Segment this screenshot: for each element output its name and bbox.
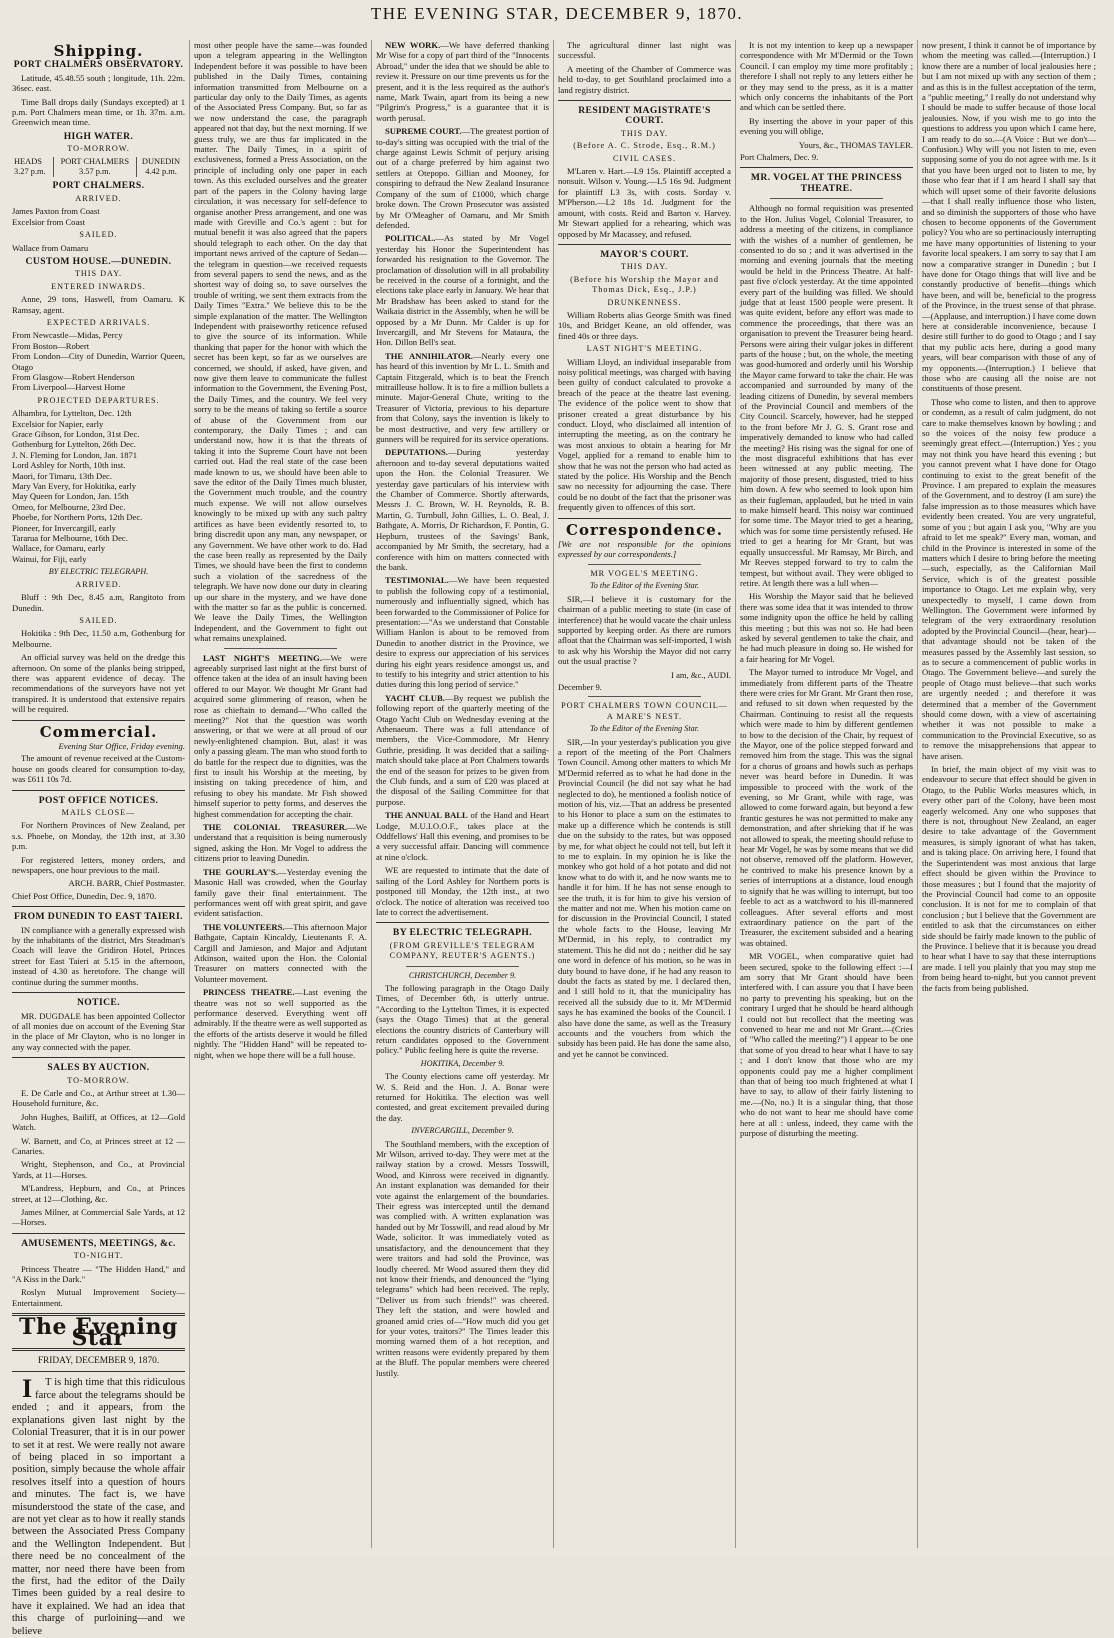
correspondence-disclaimer: [We are not responsible for the opinions expressed by our correspondents.] [558, 539, 731, 560]
telegraph-sailed-label: SAILED. [79, 615, 118, 625]
auction-tomorrow: TO-MORROW. [67, 1075, 130, 1085]
tide-time-port: 3.57 p.m. [53, 167, 136, 177]
vogel-speech-continued: now present, I think it cannot be of importance by whom the meeting was called.—(Interruption.) I know there are a number of local jealousies here ; but I am not mixed up with any section of them ; and as this is in the fullest acceptation of the term, a "public meeting," I really do not understand why I should be made to suffer because of those local jealousies. Now, if you wish me to go into the questions to address you upon which I came here, I am ready to do so.—(A Voice : But we don't—Confusion.) Why will you not listen to me, even supposing some of you do not agree with me. Is it that you have been urged not to listen to me, by those who fear that if I am heard I shall say that which will upset some of their favorite delusions—that I shall really influence those who listen, and so diminish the supporters of those who have chosen to become opponents of the Government policy? You who are so pertinaciously interrupting me have many opportunities of listening to your favorite local speakers. I am sorry to say that I am now a comparative stranger in Dunedin ; but I have done for Otago things that will live and be constantly productive of benefit—things which have been, and will be, beneficial to the progress of the Province, in the truest sense of that phrase.—(Applause, and interruption.) I have come down here at considerable inconvenience, because I desire still further to do good to Otago ; and I say that my public acts here, during a good many years, will bear comparison with those of any of my opponents.—(Interruption.) I believe that those who are causing all the noise are not constituents of those present. [922, 40, 1096, 394]
local-item-title: SUPREME COURT. [385, 126, 462, 137]
telegraph-text: The agricultural dinner last night was successful. [558, 40, 731, 61]
letter-1-text: SIR,—I believe it is customary for the chairman of a public meeting to state (in case of interference) that he would vacate the chair unless supported by keeping order. As there are rumors afloat that the Chairman was self-imported, I wish to ask why his Worship the Mayor did not carry out the usual practise ? [558, 593, 731, 667]
shipping-telegraph-heading: BY ELECTRIC TELEGRAPH. [48, 567, 149, 577]
local-item-text: Nearly every one has heard of this invention by Mr L. L. Smith and Captain Fitzgerald, which is to beat the French mitrailleuse hollow. It is to fire a million bullets a minute. Major-General Chute, writing to the Treasurer of Victoria, previous to his departure from that Colony, says the invention is likely to be most destructive, and very few artillery or gunners will be required for its service operations. [376, 350, 550, 445]
post-office-text-1: For Northern Provinces of New Zealand, per s.s. Phoebe, on Monday, the 12th inst, at 3.30 p.m. [12, 820, 185, 852]
local-item: LAST NIGHT'S MEETING.—We were agreeably surprised last night at the first burst of offence taken at the idea of an insult having been offered to our Mayor. We thought Mr Grant had acquired some glimmering of reason, when he rose as chieftain to demand—"Who called the meeting?" Not that the question was worth answering, or that we were at all proud of our newly-enlightened champion. But, alas! it was only a passing gleam. The man who stood forth to do battle for the respect due to dignities, was the first to insult his Worship at the meeting, by insisting on taking precedence of him, and refusing to obey his mandate. Mr Fish showed himself superior to petty forms, and deserves the highest commendation for accepting the chair. [194, 652, 367, 819]
vogel-title: MR. VOGEL AT THE PRINCESS THEATRE. [750, 172, 903, 194]
local-item-title: THE VOLUNTEERS. [203, 921, 285, 932]
mayors-court-bench: (Before his Worship the Mayor and Thomas Dick, Esq., J.P.) [570, 274, 719, 295]
divider [558, 518, 731, 519]
local-item-title: YACHT CLUB. [385, 692, 445, 703]
entered-label: ENTERED INWARDS. [51, 281, 146, 291]
survey-note: An official survey was held on the dredge this afternoon. On some of the planks being stripped, there was apparent evidence of decay. The recommendations of the surveyors have not yet transpired. It is understood that extensive repairs will be required. [12, 652, 185, 715]
tide-time-dunedin: 4.42 p.m. [137, 167, 185, 177]
post-office-place: Chief Post Office, Dunedin, Dec. 9, 1870. [12, 890, 157, 901]
local-item-title: PRINCESS THEATRE. [203, 987, 295, 998]
local-item-title: THE COLONIAL TREASURER. [203, 822, 348, 833]
column-3 [372, 40, 554, 1548]
commercial-office-line: Evening Star Office, Friday evening. [58, 740, 185, 751]
auction-item: Wright, Stephenson, and Co., at Provincial Yards, at 11—Horses. [12, 1159, 185, 1180]
tide-head-heads: HEADS [14, 156, 42, 166]
column-5 [736, 40, 918, 1548]
correspondence-heading: Correspondence. [566, 520, 723, 539]
vogel-speech-continued: Those who come to listen, and then to approve or condemn, as a result of calm judgment, do not care to make themselves known by howling ; and so the voices of the noisy few produce a seemingly great effect.—(Interruption.) Yes ; you may not think you have heard this evening ; but you cannot prevent what I have done for Otago continuing to exist to the great benefit of the Province. I am prepared to explain the measures of the Government, and to destroy (I am sure) the false impression as to those measures which have evidently been created. You are very ungrateful, some of you ; but again I ask you, "Why are you afraid to let me speak?" Every man, woman, and child in the Province is interested in some of the matters which I desire to bring before the meeting—such, especially, as the Californian Mail Service, which is of the greatest possible importance to Otago. Let me explain why, very unexpectedly to myself, I came down from Wellington. The Government were informed by telegram of the very extraordinary resolution adopted by the Provincial Council—(hear, hear)—that advantage should not be taken of the measures passed by the Assembly last session, so as to secure a commencement of public works in Otago. The Government believe—and surely the people of Otago must believe—that such works are urgently needed ; and therefore it was determined that a member of the Government should come down, with a view of ascertaining whether it was not possible to make a communication to the Provincial Executive, so as to remove the misapprehensions that appear to have arisen. [922, 396, 1096, 761]
auction-item: John Hughes, Bailiff, at Offices, at 12—Gold Watch. [12, 1111, 185, 1133]
vogel-paragraph: The Mayor turned to introduce Mr Vogel, and immediately from different parts of the Theatre there were cries for Mr Grant. Mr Grant then rose, and refused to sit down when requested by the Chairman. Continuing to resist all the requests which were made to him by different gentlemen to bow to the decision of the Chair, by request of the Mayor, one of the police stepped forward and removed him from the stage. This was the signal for a chorus of groans and howls such as perhaps never was heard before in Dunedin. It was impossible to proceed with the work of the evening, so Mr Grant, while with rage, was allowed to come forward again, but beyond a few frantic gestures he was not permitted to make any demonstration, and after shrieking that if he was not allowed to speak, the meeting should refuse to hear Mr Vogel, he was by some means that we did not observe, removed off the platform. However, he contrived to make his presence known by a series of interruptions at a distance, loud enough to signify that he was willing to interrupt, but too feeble to act as a watchword to his ill-mannered colleagues. After several efforts and most extraordinary patience on the part of the Treasurer, the excitement subsided and a hearing was obtained. [740, 667, 913, 948]
telegraph-place: INVERCARGILL, December 9. [411, 1126, 514, 1136]
tide-head-port: PORT CHALMERS [53, 157, 136, 167]
mails-close-label: MAILS CLOSE— [61, 808, 136, 817]
letter-2-place: Port Chalmers, Dec. 9. [740, 152, 819, 163]
sailed-label: SAILED. [79, 230, 118, 240]
amusements-title: AMUSEMENTS, MEETINGS, &c. [21, 1237, 176, 1249]
vogel-paragraph: MR VOGEL, when comparative quiet had been secured, spoke to the following effect :—I am sorry that Mr Grant should have been interfered with. I can assure you that I have been no party to preventing his speaking, but on the contrary I urged that he should be heard although I could not but recollect that the meeting was convened to hear me and not Mr Grant.—(Cries of "Who called the meeting?") I appear to be one that some of you dread to hear what I have to say ; and I don't know that those who are my opponents could pay me a higher compliment than that of being too much frightened at what I have to say, to allow of their fairly listening to me.—(No, no.) It is a singular thing, that those who do not want to hear me should have come here at all : unless, indeed, they came with the purpose of disturbing the meeting. [740, 951, 913, 1139]
local-item: NEW WORK.—We have deferred thanking Mr Wise for a copy of part third of the "Innocents Abroad," under the idea that we should be able to review it. Pressure on our time prevents us for the present, and it is the less required as the author's name, Mark Twain, apart from its being a new "Pilgrim's Progress," is a guarantee that it is worth perusal. [376, 40, 549, 123]
customs-day: THIS DAY. [74, 269, 123, 279]
divider [740, 167, 913, 168]
local-item-title: TESTIMONIAL. [385, 575, 449, 586]
last-night-label: LAST NIGHT'S MEETING. [586, 344, 703, 354]
letter-2-text: SIR,—In your yesterday's publication you give a report of the meeting of the Port Chalmers Town Council. Among other matters to which Mr M'Dermid referred as to what he had done in the Provincial Council (he did not say what he had neglected to do), he mentioned a foolish notice of motion of his, viz.—That an address be presented to his Honor to place a sum on the estimates to make up a difference which he contends is still due on the subsidy to the rates, but was opposed by me, for what object he could not tell, but left it to me to explain. In my opinion he is like the monkey who got hold of a hot potato and did not know what to do with it, and he now wants me to handle it for him. If he has not sense enough to see the truth, it is for him to give his version of the matter and not me. When his motion came on for discussion in the Provincial Council, I stated the whole facts to the House, leaving Mr M'Dermid, in his reply, to contradict my statement. This he did not do ; neither did he say one word in defence of his motion, so he was in duty bound to have done, if he had any reason to doubt the facts as stated by me. I declared then, and I still hold to it, that the municipality has received all the subsidy due to it. Mr M'Dermid says he has examined the books of the Council. I also have done the same, as well as the Treasury accounts and the vouchers from which the subsidy has been paid. He has done the same also, and yet he cannot be convinced. [558, 736, 731, 1059]
expected-label: EXPECTED ARRIVALS. [46, 317, 151, 327]
leader-article [12, 1374, 185, 1638]
leader-paragraph-1 [12, 1374, 185, 1638]
local-item: YACHT CLUB.—By request we publish the following report of the quarterly meeting of the Otago Yacht Club on Wednesday evening at the Athenaeum. There was a full attendance of members, the Vice-Commodore, Mr Henry Guthrie, presiding. It was decided that a sailing-match should take place at Port Chalmers towards the end of the season for prizes to be given from the Club funds, and a sum of £20 was placed at the disposal of the Sailing Committee for that purpose. [376, 692, 550, 807]
letter-2-text-3: By inserting the above in your paper of this evening you will oblige, [740, 115, 913, 137]
local-item-text: Yesterday evening the Masonic Hall was crowded, when the Gourlay family gave their final entertainment. The performances went off with great spirit, and gave evident satisfaction. [194, 866, 368, 919]
local-item: SUPREME COURT.—The greatest portion of to-day's sitting was occupied with the trial of the charge against Lewis Schmit of perjury arising out of a charge preferred by him against two settlers at Otepopo. Gillian and Mooney, for conspiring to defraud the New Zealand Insurance Company of the sum of £1000, which charge broke down. The Crown Prosecutor was assisted by Mr O'Meagher of Oamaru, and Mr Smith defended. [376, 126, 549, 230]
tide-head-dunedin: DUNEDIN [137, 157, 185, 167]
observatory-text: Latitude, 45.48.55 south ; longitude, 11h. 22m. 36sec. east. [12, 72, 185, 94]
arrived-label: ARRIVED. [75, 193, 122, 203]
telegraph-credit: (FROM GREVILLE'S TELEGRAM COMPANY, REUTER'S AGENTS.) [389, 940, 536, 961]
drop-cap: I [22, 1374, 33, 1404]
telegraph-text: The County elections came off yesterday. Mr W. S. Reid and the Hon. J. A. Bonar were returned for Hokitika. The election was well contested, and great excitement prevailed during the day. [376, 1071, 549, 1123]
letter-2-signature: Yours, &c., THOMAS TAYLER. [798, 139, 913, 150]
letter-2-text-2: It is not my intention to keep up a newspaper correspondence with Mr M'Dermid or the Town Council. I can employ my time more profitably ; therefore I shall not reply to any letters either he or they may send to the press, as it is a matter which only concerns the inhabitants of the Port and which can be settled there. [740, 40, 913, 113]
letter-1-title: MR VOGEL'S MEETING. [590, 568, 699, 578]
telegraph-text: A meeting of the Chamber of Commerce was held to-day, to get Southland proclaimed into a land registry district. [558, 63, 731, 95]
drunkenness-label: DRUNKENNESS. [607, 297, 682, 307]
divider [558, 100, 731, 101]
local-item-text: By request we publish the following report of the quarterly meeting of the Otago Yacht Club on Wednesday evening at the Athenaeum. There was a full attendance of members, the Vice-Commodore, Mr Henry Guthrie, presiding. It was decided that a sailing-match should take place at Port Chalmers towards the end of the season for prizes to be given from the Club funds, and a sum of £20 was placed at the disposal of the Sailing Committee for that purpose. [376, 692, 550, 807]
local-item: THE ANNIHILATOR.—Nearly every one has heard of this invention by Mr L. L. Smith and Captain Fitzgerald, which is to beat the French mitrailleuse hollow. It is to fire a million bullets a minute. Major-General Chute, writing to the Treasurer of Victoria, previous to his departure from that Colony, says the invention is likely to be most destructive, and very few artillery or gunners will be required for its service operations. [376, 350, 550, 445]
local-item: WE are requested to intimate that the date of sailing of the Lord Ashley for Northern ports is postponed till Monday, the 12th inst., at two o'clock. The notice of alteration was received too late to correct the advertisement. [376, 865, 549, 917]
high-water-title: HIGH WATER. [63, 130, 134, 142]
amusement-item: Princess Theatre — "The Hidden Hand," and "A Kiss in the Dark." [12, 1263, 185, 1285]
divider [406, 966, 519, 967]
columns [8, 40, 1106, 1637]
auction-item: E. De Carle and Co., at Arthur street at 1.30—Household furniture, &c. [12, 1087, 185, 1109]
local-item-text: Last evening the theatre was not so well supported as the performance deserved. Everything went off admirably. If the theatre were as well supported as the efforts of the artists deserve it would be filled nightly. The "Hidden Hand" will be repeated to-night, when we hope there will be a full house. [194, 987, 368, 1060]
divider [588, 564, 701, 565]
telegraph-arrived-text: Bluff : 9th Dec, 8.45 a.m, Rangitoto from Dunedin. [12, 592, 185, 613]
amusement-item: Roslyn Mutual Improvement Society—Entertainment. [12, 1287, 185, 1308]
divider [558, 244, 731, 245]
expected-text: From Newcastle—Midas, Percy From Boston—Robert From London—City of Dunedin, Warrior Queen, Otago From Glasgow—Robert Henderson From Liverpool—Harvest Home [12, 330, 185, 393]
local-item-title: POLITICAL. [385, 233, 436, 244]
page-masthead: THE EVENING STAR, DECEMBER 9, 1870. [370, 4, 744, 23]
magistrates-text: M'Laren v. Hart.—L9 15s. Plaintiff accepted a nonsuit. Wilson v. Young.—L5 16s 9d. Judgment for plaintiff L3 3s, with costs. Sorday v. M'Pherson.—L2 18s 1d. Judgment for the amount, with costs. Reid and Barton v. Harvey. Mr Stewart applied for a rehearing, which was opposed by Mr Macassey, and refused. [558, 166, 731, 239]
port-title: PORT CHALMERS. [52, 180, 145, 192]
divider [224, 648, 337, 649]
commercial-text: The amount of revenue received at the Custom-house on goods cleared for consumption to-day, was £611 10s 7d. [12, 753, 185, 785]
local-item-text: We have deferred thanking Mr Wise for a copy of part third of the "Innocents Abroad," under the idea that we should be able to review it. Pressure on our time prevents us for the present, and it is the less required as the author's name, Mark Twain, apart from its being a new "Pilgrim's Progress," is a guarantee that it is worth perusal. [376, 40, 549, 123]
local-item [376, 810, 549, 862]
east-taieri-text: IN compliance with a generally expressed wish by the inhabitants of the district, Mrs Steadman's Coach will leave the Gridiron Hotel, Princes street for East Taieri at 5.15 in the afternoon, instead of 4.30 as heretofore. The change will continue during the summer months. [12, 924, 185, 987]
local-item-text: As stated by Mr Vogel yesterday his Honor the Superintendent has forwarded his resignation to the Governor. The proclamation of dissolution will in all probability be received in the course of a fortnight, and the elections take place early in January. We hear that Mr Bradshaw has been asked to stand for the Waikaia district in the Assembly, when he will be opposed by a Mr Dunn. Mr Calder is up for Invercargill, and Mr Stevens for Mataura, the Hon. Dillon Bell's seat. [376, 233, 549, 348]
column-2 [190, 40, 372, 1548]
telegraph-place: CHRISTCHURCH, December 9. [408, 970, 517, 980]
vogel-paragraph: His Worship the Mayor said that he believed there was some idea that it was intended to throw some indignity upon the office he held by calling this meeting ; but this was not so. He had been asked by several gentlemen to take the chair, and he had much pleasure in doing so. He wished for a fair hearing for Mr Vogel. [740, 591, 913, 664]
divider [12, 906, 185, 907]
local-item-text: We understand that a requisition is being numerously signed, asking the Hon. Mr Vogel to address the citizens prior to leaving Dunedin. [194, 822, 367, 864]
local-item: THE COLONIAL TREASURER.—We understand that a requisition is being numerously signed, asking the Hon. Mr Vogel to address the citizens prior to leaving Dunedin. [194, 822, 367, 864]
vogel-paragraph: Although no formal requisition was presented to the Hon. Julius Vogel, Colonial Treasurer, to address a meeting of the citizens, in compliance with the wishes of a number of gentlemen, he consented to do so ; and it was advertised in the morning and evening journals that the meeting would be held in the Princess Theatre. At half-past five o'clock yesterday. At the time appointed every part of the building was filled. We should judge that at least 1500 people were present. It was quite evident, before any effort was made to commence the proceedings, that there was an organisation to prevent the Treasurer being heard. Persons were airing their vulgar jokes in different parts of the house ; but, on the whole, the meeting was good-humored and orderly until his Worship the Mayor came forward to take the chair. He was accompanied and surrounded by many of the leading citizens of Dunedin, by several members of the Provincial Council and members of the City Council. Scarcely, however, had he stepped to the front before Mr J. G. S. Grant rose and imperatively demanded to know who had called the meeting? His rising was the signal for one of the most disgraceful exhibitions that has ever been witnessed at any public meeting. The majority of those present, disgusted, tried to hiss him down. A few who seemed to look upon him as their fugleman, applauded, but he tried in vain to make himself heard. This noisy war continued for some time. The Mayor tried to get a hearing, which was for some time persistently refused. He tried to get a hearing for Mr Grant, but was equally unsuccessful. Mr Ramsay, Mr Birch, and Mr Reeves stepped forward to try to calm the tempest, but without avail. They were obliged to retire. At length there was a lull when— [740, 203, 913, 588]
local-item-text: During yesterday afternoon and to-day several deputations waited upon the Hon. the Colonial Treasurer. We yesterday gave particulars of his interview with the Chamber of Commerce. Shortly afterwards, Messrs J. C. Brown, W. H. Reynolds, R. B. Martin, G. Turnbull, John Gillies, L. O. Beal, J. Bathgate, A. Morris, Dr Richardson, F. Pontin, G. Hepburn, trustees of the Savings' Bank, accompanied by Mr Smith, the secretary, had a conference with him on matters connected with the bank. [376, 447, 549, 572]
local-item: DEPUTATIONS.—During yesterday afternoon and to-day several deputations waited upon the Hon. the Colonial Treasurer. We yesterday gave particulars of his interview with the Chamber of Commerce. Shortly afterwards, Messrs J. C. Brown, W. H. Reynolds, R. B. Martin, G. Turnbull, John Gillies, L. O. Beal, J. Bathgate, A. Morris, Dr Richardson, F. Pontin, G. Hepburn, trustees of the Savings' Bank, accompanied by Mr Smith, the secretary, had a conference with him on matters connected with the bank. [376, 447, 549, 572]
local-item-title: LAST NIGHT'S MEETING. [203, 652, 322, 663]
letter-1-signature: I am, &c., AUDI. [671, 669, 731, 680]
column-4 [554, 40, 736, 1548]
post-office-title: POST OFFICE NOTICES. [38, 794, 159, 806]
auction-item: W. Barnett, and Co, at Princes street at 12 —Canaries. [12, 1135, 185, 1156]
shipping-heading: Shipping. [53, 42, 144, 60]
divider [376, 922, 549, 923]
departures-label: PROJECTED DEPARTURES. [37, 395, 160, 405]
mayors-court-text: William Roberts alias George Smith was fined 10s, and Bridget Keane, an old offender, was fined 40s or three days. [558, 309, 731, 341]
leader-paragraph-1-text: T is high time that this ridiculous farce about the telegrams should be ended ; and it appears, from the explanations given last night by the Colonial Treasurer, that it is in our power to set it at rest. We were really not aware of being placed in so important a position, simply because the whole affair resolves itself into a question of hours and minutes. The fact is, we have misunderstood the state of the case, and are not yet clear as to how it really stands between the Associated Press Company and the Wellington Independent. But there need be no concealment of the matter, nor need there have been from the first, had the editor of the Daily Times been guided by a real desire to have it explained. We had an idea that this charge of purloining—and we believe [12, 1377, 185, 1637]
divider [12, 720, 185, 721]
local-item-text: We have been requested to publish the following copy of a testimonial, numerously and influentially signed, which has been forwarded to the Commissioner of Police for presentation:—"As we understand that Constable William Hanlon is about to be removed from Dunedin to another district in the Province, we desire to express our appreciation of his services during his eight years residence amongst us, and to testify to his integrity and strict attention to his duties during this long period of service." [376, 575, 549, 690]
letter-2-to: To the Editor of the Evening Star. [589, 724, 700, 734]
local-item: TESTIMONIAL.—We have been requested to publish the following copy of a testimonial, numerously and influentially signed, which has been forwarded to the Commissioner of Police for presentation:—"As we understand that Constable William Hanlon is about to be removed from Dunedin to another district in the Province, we desire to express our appreciation of his services during his eight years residence amongst us, and to testify to his integrity and strict attention to his duties during this long period of service." [376, 575, 549, 690]
amusements-tonight: TO-NIGHT. [73, 1251, 124, 1261]
magistrates-bench: (Before A. C. Strode, Esq., R.M.) [573, 141, 716, 151]
telegraph-title: BY ELECTRIC TELEGRAPH. [392, 927, 533, 939]
post-office-signature: ARCH. BARR, Chief Postmaster. [68, 878, 185, 889]
local-item-text: The greatest portion of to-day's sitting was occupied with the trial of the charge against Lewis Schmit of perjury arising out of a charge preferred by him against two settlers at Otepopo. Gillian and Mooney, for conspiring to defraud the New Zealand Insurance Company of the sum of £1000, which charge broke down. The Crown Prosecutor was assisted by Mr O'Meagher of Oamaru, and Mr Smith defended. [376, 126, 549, 230]
leader-paragraph-2: most other people have the same—was founded upon a telegram appearing in the Wellington Independent before it was possible to have been published in the Daily Times, containing information transmitted from Melbourne on a particular day only to the Daily Times, as agents of the Associated Press Company. But, so far as we now understand the case, the paragraph appeared not that day, but the next morning. If we guess truly, we are thus far implicated in the matter. The Daily Times, in a spirit of exclusiveness, formed a Press Association, on the principle of including only one paper in each town. As this excluded ourselves and the greater part of the papers in the Colony having large circulation, it was necessary for self-defence to organise another Press arrangement, and one was made with Greville and Co.'s agent : but for mutual benefit it was also agreed that the papers should telegraph to each other. On the day that important news arrived of the capture of Sedan—the telegram in question—we received requests from several papers to send the news, and as the shortest way of doing so, to save ourselves the trouble of writing, we sent them extracts from the Daily Times "Extra." We believe this to be the simple explanation of the matter. The Wellington Independent with praiseworthy reticence refused to give the source of its information. While thanking that paper for the honor with which the secret has been kept, so far as we ourselves are concerned, we should, if asked, have given, and now give them leave to communicate the fullest information to the Government, the Evening Post, the Daily Times, and the country. We feel very sorry to be the means of taking so fertile a source of abuse of the Government from our contemporary, the Daily Times ; and can understand now, how it is that the threats of taking it into the Supreme Court have not been carried out. Had the real state of the case been made known to us, we should have been able to save the editor of the Daily Times much bluster, the Government much trouble, and the country much expense. We will not allow ourselves knowingly to be mixed up with any such paltry artifices as have been evidently resorted to, to bring discredit upon any man, any newspaper, or any Government. We have other work to do. Had the case been really as represented by the Daily Times, we should have been the first to condemn such a violation of the sacredness of the telegraph. We have now done our duty in clearing up our share in the mystery, and we have done with the matter so far as the public is concerned. We leave the Daily Times, the Wellington Independent, and the Government to fight out what remains unexplained. [194, 40, 367, 644]
telegraph-sailed-text: Hokitika : 9th Dec, 11.50 a.m, Gothenburg for Melbourne. [12, 628, 185, 649]
divider [770, 198, 883, 199]
local-item: THE GOURLAY'S.—Yesterday evening the Masonic Hall was crowded, when the Gourlay family gave their final entertainment. The performances went off with great spirit, and gave evident satisfaction. [194, 866, 368, 919]
local-item: THE VOLUNTEERS.—This afternoon Major Bathgate, Captain Kincaldy, Lieutenants F. A. Cargill and Jamieson, and Major and Adjutant Atkinson, waited upon the Hon. the Colonial Treasurer on matters connected with the Volunteer movement. [194, 921, 367, 984]
mayors-court-day: THIS DAY. [620, 262, 669, 272]
letter-1-to: To the Editor of the Evening Star. [589, 581, 700, 591]
auction-title: SALES BY AUCTION. [47, 1062, 150, 1074]
departures-text: Alhambra, for Lyttelton, Dec. 12th Excelsior for Napier, early Grace Gibson, for London, 31st Dec. Gothenburg for Lyttelton, 26th Dec. J. N. Fleming for London, Jan. 1871 Lord Ashley for North, 10th inst. Maori, for Timaru, 13th Dec. Mary Van Every, for Hokitika, early May Queen for London, Jan. 15th Omeo, for Melbourne, 23rd Dec. Phoebe, for Northern Ports, 12th Dec. Pioneer, for Invercargill, early Tararua for Melbourne, 16th Dec. Wallace, for Oamaru, early Wainui, for Fiji, early [12, 408, 143, 564]
divider [12, 1371, 185, 1372]
tide-table [12, 157, 185, 178]
tide-time-heads: 3.27 p.m. [14, 167, 46, 177]
commercial-heading: Commercial. [39, 722, 158, 741]
nameplate: The Evening Star [19, 1314, 178, 1351]
column-1 [8, 40, 190, 1637]
local-item-title: THE GOURLAY'S. [203, 866, 278, 877]
divider [12, 1057, 185, 1058]
telegraph-text: The following paragraph in the Otago Daily Times, of December 6th, is utterly untrue. "According to the Lyttelton Times, it is expected (says the Otago Times) that at the general elections the country districts of Canterbury will return candidates opposed to the Government policy." Public feeling here is quite the reverse. [376, 982, 549, 1056]
local-item-title: NEW WORK. [385, 40, 441, 50]
telegraph-arrived-label: ARRIVED. [75, 579, 122, 589]
divider [12, 790, 185, 791]
civil-cases-label: CIVIL CASES. [612, 153, 677, 163]
letter-2-title: PORT CHALMERS TOWN COUNCIL— A MARE'S NEST. [561, 701, 728, 721]
local-item-text: This afternoon Major Bathgate, Captain Kincaldy, Lieutenants F. A. Cargill and Jamieson, and Major and Adjutant Atkinson, waited upon the Hon. the Colonial Treasurer on matters connected with the Volunteer movement. [194, 921, 367, 984]
divider [12, 992, 185, 993]
local-item: POLITICAL.—As stated by Mr Vogel yesterday his Honor the Superintendent has forwarded his resignation to the Governor. The proclamation of dissolution will in all probability be received in the course of a fortnight, and the elections take place early in January. We hear that Mr Bradshaw has been asked to stand for the Waikaia district in the Assembly, when he will be opposed by a Mr Dunn. Mr Calder is up for Invercargill, and Mr Stevens for Mataura, the Hon. Dillon Bell's seat. [376, 233, 549, 348]
local-item-title: THE ANNUAL BALL [385, 810, 468, 821]
auction-item: M'Landress, Hepburn, and Co., at Princes street, at 12—Clothing, &c. [12, 1183, 185, 1204]
notice-text: MR. DUGDALE has been appointed Collector of all monies due on account of the Evening Star in the place of Mr Clayton, who is no longer in any way connected with the paper. [12, 1010, 185, 1052]
observatory-title: PORT CHALMERS OBSERVATORY. [13, 59, 184, 71]
local-item-text: We were agreeably surprised last night at the first burst of offence taken at the idea of an insult having been offered to our Mayor. We thought Mr Grant had acquired some glimmering of reason, when he rose as chieftain to demand—"Who called the meeting?" Not that the question was worth answering, or that we were at all proud of our newly-enlightened champion. But, alas! it was only a passing gleam. The man who stood forth to do battle for the respect due to dignities, was the first to insult his Worship at the meeting, by insisting on taking precedence of him, and refusing to obey his mandate. Mr Fish showed himself superior to petty forms, and deserves the highest commendation for accepting the chair. [194, 652, 367, 819]
local-item: PRINCESS THEATRE.—Last evening the theatre was not so well supported as the performance deserved. Everything went off admirably. If the theatre were as well supported as the efforts of the artists deserve it would be filled nightly. The "Hidden Hand" will be repeated to-night, when we hope there will be a full house. [194, 987, 368, 1060]
arrived-text: James Paxton from Coast Excelsior from Coast [12, 206, 100, 227]
notice-title: NOTICE. [76, 997, 121, 1009]
leader-dateline: FRIDAY, DECEMBER 9, 1870. [37, 1356, 160, 1367]
timeball-text: Time Ball drops daily (Sundays excepted) at 1 p.m. Port Chalmers mean time, or 1h. 37m. a.m. Greenwich mean time. [12, 96, 185, 128]
mayors-court-text-2: William Lloyd, an individual inseparable from noisy political meetings, was charged with having been guilty of conduct calculated to provoke a breach of the peace at the theatre last evening. The evidence of the police went to show that prisoner created a great disturbance by his conduct. Lloyd, who disclaimed all intention of interrupting the meeting, as on the contrary he was most anxious to obtain a hearing for Mr Vogel, applied for a remand to enable him to show that he was not the person who had acted as stated by the police. His Worship and the Bench saw no necessity for adjourning the case. There could be no doubt of the fact that the prisoner was frequently given to offences of this sort. [558, 356, 731, 513]
local-item-title: THE ANNIHILATOR. [385, 350, 473, 361]
customs-title: CUSTOM HOUSE.—DUNEDIN. [25, 255, 172, 267]
divider [588, 696, 701, 697]
column-6 [918, 40, 1100, 1548]
magistrates-title: RESIDENT MAGISTRATE'S COURT. [578, 105, 711, 127]
auction-item: James Milner, at Commercial Sale Yards, at 12 —Horses. [12, 1207, 185, 1228]
divider [12, 1233, 185, 1234]
vogel-speech-continued: In brief, the main object of my visit was to endeavour to secure that effect should be given in Otago, to the Public Works measures which, in every other part of the Colony, have been most eagerly welcomed. Any one who supposes that there is not, throughout New Zealand, an eager desire to take advantage of the Government measures, is simply ignorant of what has taken, and is taking place. On arriving here, I found that the Superintendent was most anxious that large effect should be given within the Province to those measures ; but I found that the majority of the Provincial Council had come to an opposite conclusion. It is not for me to complain of that conclusion ; but I believe that the Government are entitled to ask that the circumstances on either side should be fairly made known to the public of the Province. I believe that it is because you dread to hear what I have to say that these interruptions are made. I tell you plainly that you may stop me from being heard to-night, but you cannot prevent the facts from being published. [922, 764, 1096, 993]
mayors-court-title: MAYOR'S COURT. [600, 248, 689, 260]
post-office-text-2: For registered letters, money orders, and newspapers, one hour previous to the mail. [12, 854, 185, 876]
sailed-text: Wallace from Oamaru [12, 242, 89, 253]
magistrates-day: THIS DAY. [620, 128, 669, 138]
telegraph-place: HOKITIKA, December 9. [420, 1058, 505, 1068]
east-taieri-title: FROM DUNEDIN TO EAST TAIERI. [14, 911, 183, 923]
high-water-tomorrow: TO-MORROW. [67, 144, 130, 154]
local-item-text: of the Hand and Heart Lodge, M.U.I.O.O.F., takes place at the Oddfellows' Hall this evening, and promises to be a very successful affair. Dancing will commence at nine o'clock. [376, 810, 550, 862]
letter-1-date: December 9. [558, 681, 602, 692]
local-item-title: DEPUTATIONS. [385, 447, 448, 458]
entered-text: Anne, 29 tons, Haswell, from Oamaru. K Ramsay, agent. [12, 294, 185, 315]
telegraph-text: The Southland members, with the exception of Mr Wilson, arrived to-day. They were met at the railway station by a crowd. Messrs Tosswill, Wood, and Kinross were received in dignantly. An instant explanation was demanded for their vote against the enlargement of the boundaries. Their egress was intercepted until the demand was complied with. A written explanation was handed out by Mr Tosswill, and read aloud by Mr Wade, solicitor. It was immediately voted as unsatisfactory, and the denouncement that they were traitors and had sold the Province, was loudly cheered. Mr Wood assured them they did not know their friends, and denounced the "lying telegrams" which had been received. The reply, "Deliver us from such friends!" was cheered. They left the station, and were howled and groaned amid cries of—"How much did you get for your votes, traitors?" The Times leader this morning warned them of a hot reception, and written reasons were evidently prepared by them at the Bluff. The popular members were cheered lustily. [376, 1138, 549, 1378]
